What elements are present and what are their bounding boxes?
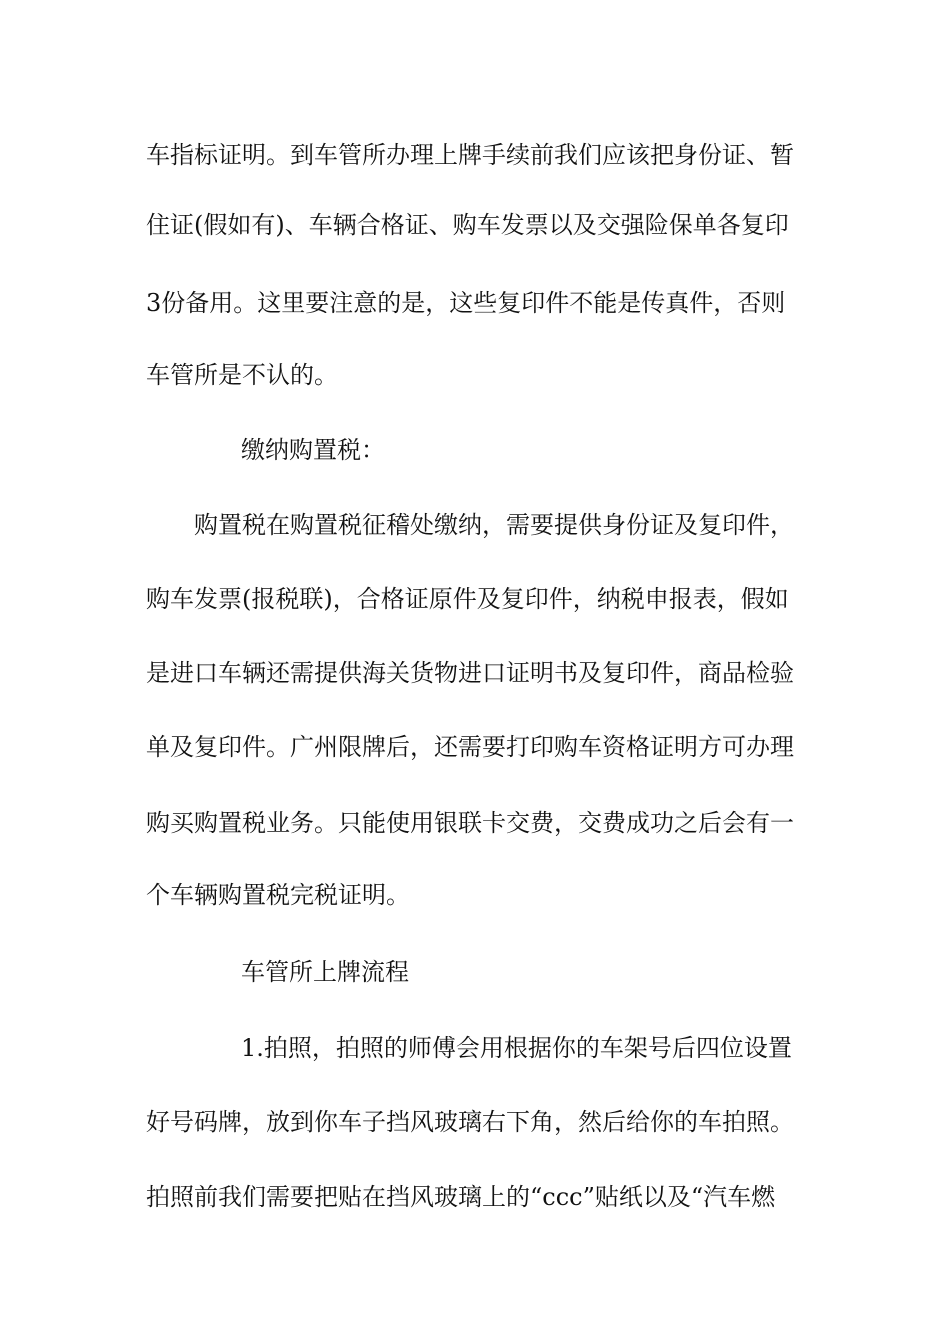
paragraph-line: 车指标证明。到车管所办理上牌手续前我们应该把身份证、暂 (146, 141, 794, 169)
paragraph-line: 车管所是不认的。 (146, 361, 338, 389)
paragraph-line: 是进口车辆还需提供海关货物进口证明书及复印件，商品检验 (146, 659, 794, 687)
paragraph-line: 购车发票(报税联)，合格证原件及复印件，纳税申报表，假如 (146, 585, 789, 613)
paragraph-line: 购买购置税业务。只能使用银联卡交费，交费成功之后会有一 (146, 809, 794, 837)
paragraph-line: 拍照前我们需要把贴在挡风玻璃上的“ccc”贴纸以及“汽车燃 (146, 1183, 776, 1211)
paragraph-line: 个车辆购置税完税证明。 (146, 881, 410, 909)
paragraph-line: 好号码牌，放到你车子挡风玻璃右下角，然后给你的车拍照。 (146, 1108, 794, 1136)
paragraph-line: 住证(假如有)、车辆合格证、购车发票以及交强险保单各复印 (146, 211, 789, 239)
section-heading-purchase-tax: 缴纳购置税： (241, 436, 385, 464)
paragraph-line: 3份备用。这里要注意的是，这些复印件不能是传真件，否则 (146, 289, 786, 317)
paragraph-line: 购置税在购置税征稽处缴纳，需要提供身份证及复印件， (194, 511, 794, 539)
section-heading-registration-flow: 车管所上牌流程 (241, 958, 409, 986)
paragraph-line: 1.拍照，拍照的师傅会用根据你的车架号后四位设置 (241, 1034, 792, 1062)
paragraph-line: 单及复印件。广州限牌后，还需要打印购车资格证明方可办理 (146, 733, 794, 761)
